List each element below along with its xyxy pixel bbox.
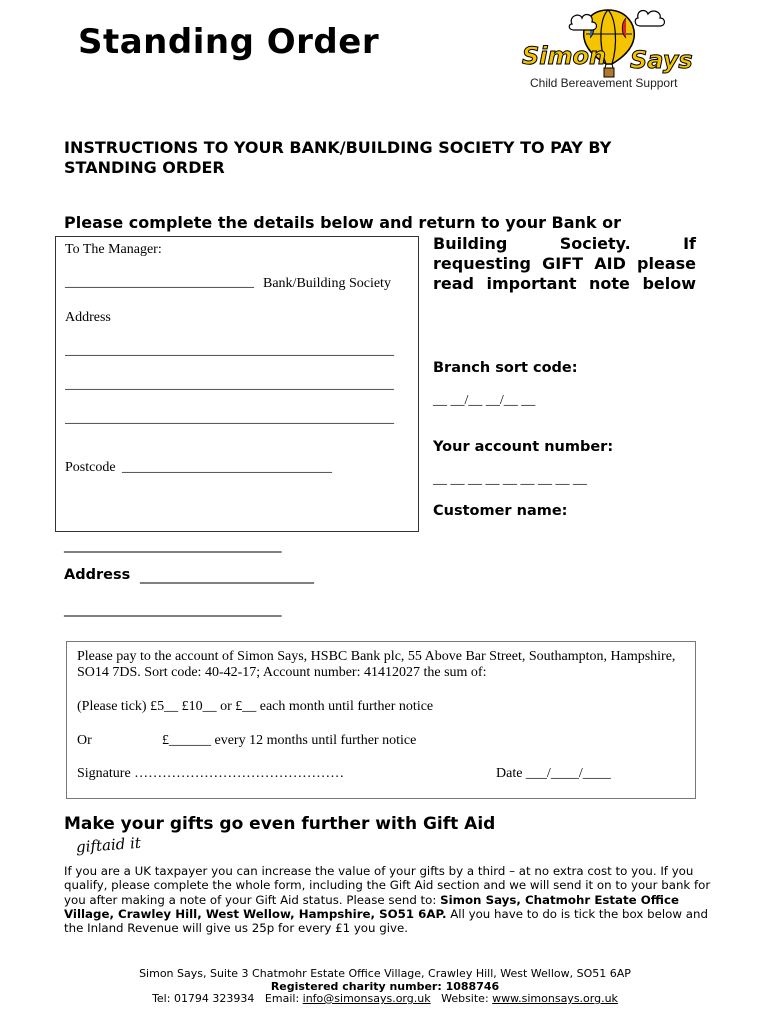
customer-name-field[interactable]: ______________________________ bbox=[64, 537, 282, 553]
page-title: Standing Order bbox=[78, 22, 380, 62]
return-instructions-text: Building Society. If requesting GIFT AID please read important note below bbox=[433, 234, 696, 293]
account-number-field[interactable]: __ __ __ __ __ __ __ __ __ bbox=[433, 472, 587, 487]
sort-code-field[interactable]: __ __/__ __/__ __ bbox=[433, 393, 536, 408]
bank-building-society-label: Bank/Building Society bbox=[263, 276, 391, 291]
website-link[interactable]: www.simonsays.org.uk bbox=[492, 992, 618, 1005]
logo-subtitle: Child Bereavement Support bbox=[530, 76, 678, 90]
bank-address-label: Address bbox=[65, 310, 111, 325]
gift-aid-logo: giftaid it bbox=[75, 833, 142, 857]
postcode-field[interactable]: ______________________________ bbox=[122, 460, 332, 475]
instructions-heading: INSTRUCTIONS TO YOUR BANK/BUILDING SOCIETY TO PAY BY STANDING ORDER bbox=[64, 138, 612, 177]
customer-name-label: Customer name: bbox=[433, 503, 568, 519]
date-field[interactable]: Date ___/____/____ bbox=[496, 766, 611, 781]
complete-details-line: Please complete the details below and return to your Bank or bbox=[64, 213, 622, 232]
bank-address-line-3[interactable]: _______________________________________________ bbox=[65, 411, 394, 426]
email-link[interactable]: info@simonsays.org.uk bbox=[302, 992, 431, 1005]
account-number-label: Your account number: bbox=[433, 439, 614, 455]
or-label: Or bbox=[77, 733, 92, 748]
svg-text:Says: Says bbox=[630, 46, 693, 74]
footer-charity-number: Registered charity number: 1088746 bbox=[270, 980, 500, 993]
customer-address-label: Address bbox=[64, 567, 131, 583]
bank-name-field[interactable]: ___________________________ bbox=[65, 275, 254, 290]
bank-address-line-2[interactable]: _______________________________________________ bbox=[65, 377, 394, 392]
sort-code-label: Branch sort code: bbox=[433, 360, 578, 376]
customer-address-field-2[interactable]: ______________________________ bbox=[64, 601, 282, 617]
bank-address-line-1[interactable]: _______________________________________________ bbox=[65, 343, 394, 358]
signature-field[interactable]: Signature ……………………………………… bbox=[77, 766, 345, 781]
monthly-amount-options[interactable]: (Please tick) £5__ £10__ or £__ each month until further notice bbox=[77, 699, 434, 714]
annual-amount-field[interactable]: £______ every 12 months until further notice bbox=[162, 733, 417, 748]
to-manager-label: To The Manager: bbox=[65, 242, 162, 257]
footer-address: Simon Says, Suite 3 Chatmohr Estate Office Village, Crawley Hill, West Wellow, SO51 6AP bbox=[139, 967, 631, 980]
payment-instruction-text: Please pay to the account of Simon Says, HSBC Bank plc, 55 Above Bar Street, Southampton, Hampshire, SO14 7DS. Sort code: 40-42-17; Account number: 41412027 the sum of: bbox=[77, 649, 676, 680]
svg-text:Simon: Simon bbox=[522, 42, 607, 70]
gift-aid-heading: Make your gifts go even further with Gift Aid bbox=[64, 814, 496, 834]
postcode-label: Postcode bbox=[65, 460, 116, 475]
footer-contact: Tel: 01794 323934 Email: info@simonsays.org.uk Website: www.simonsays.org.uk bbox=[152, 992, 618, 1005]
customer-address-field[interactable]: ________________________ bbox=[140, 568, 314, 584]
gift-aid-body: If you are a UK taxpayer you can increase the value of your gifts by a third – at no extra cost to you. If you qualify, please complete the whole form, including the Gift Aid section and we will send it on to your bank for you after making a note of your Gift Aid status. Please send to: Simon Says, Chatmohr Estate Office Village, Crawley Hill, West Wellow, Hampshire, SO51 6AP. All you have to do is tick the box below and the Inland Revenue will give us 25p for every £1 you give. bbox=[64, 864, 711, 936]
